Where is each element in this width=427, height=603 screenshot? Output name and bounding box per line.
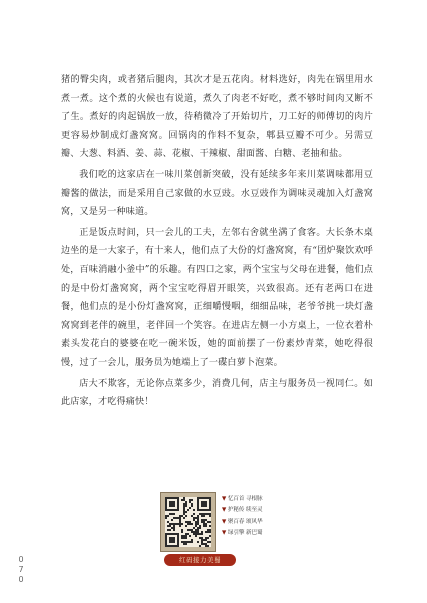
page-digit: 0 xyxy=(18,575,24,584)
qr-caption-text: 护秘传 续至灵 xyxy=(227,507,263,514)
qr-caption-row xyxy=(222,505,297,516)
page-number xyxy=(16,555,26,585)
page-digit: 0 xyxy=(18,555,24,564)
qr-caption-list xyxy=(222,494,297,539)
qr-caption-row xyxy=(222,517,297,528)
qr-promo-block xyxy=(160,492,297,568)
qr-code-icon[interactable] xyxy=(160,492,216,552)
paragraph: 店大不欺客，无论你点菜多少，消费几何，店主与服务员一视同仁。如此店家，才吃得痛快！ xyxy=(61,378,373,408)
qr-caption-row xyxy=(222,494,297,505)
qr-caption-text: 忆百首 寻根脉 xyxy=(227,496,263,502)
qr-caption-row xyxy=(222,528,297,539)
paragraph: 我们吃的这家店在一味川菜创新突破，没有延续多年来川菜调味都用豆瓣酱的做法，而是采用自己家做的水豆豉。水豆豉作为调味灵魂加入灯盏窝窝，又是另一种味道。 xyxy=(61,169,373,218)
bullet-icon: ▼ xyxy=(222,496,227,502)
paragraph: 猪的臀尖肉，或者猪后腿肉，其次才是五花肉。材料选好，肉先在锅里用水煮一煮。这个煮的火候也有说道，煮久了肉老不好吃，煮不够时间肉又断不了生。煮好的肉起锅放一放，待稍微冷了开始切片，刀工好的师傅切的肉片更容易炒制成灯盏窝窝。回锅肉的作料不复杂，郫县豆瓣不可少。另需豆瓣、大葱、料酒、姜、蒜、花椒、干辣椒、甜面酱、白糖、老抽和盐。 xyxy=(61,75,373,160)
qr-code-graphic xyxy=(165,497,211,547)
qr-caption-text: 绿引擎 新巴蜀 xyxy=(227,529,263,536)
bullet-icon: ▼ xyxy=(222,529,227,536)
seal-banner: 红码接力美蜀 xyxy=(164,554,236,566)
bullet-icon: ▼ xyxy=(222,518,227,525)
qr-caption-text: 聚百春 颂风华 xyxy=(227,518,263,525)
paragraph: 正是饭点时间，只一会儿的工夫，左邻右舍就坐满了食客。大长条木桌边坐的是一大家子，有十来人，他们点了大份的灯盏窝窝，有“团炉聚饮欢呼处，百味消融小釜中”的乐趣。有四口之家，两个宝宝与父母在进餐，他们点的是中份灯盏窝窝，两个宝宝吃得眉开眼笑，兴致很高。还有老两口在进餐，他们点的是小份灯盏窝窝，正细嚼慢咽，细细品味，老爷爷挑一块灯盏窝窝到老伴的碗里，老伴回一个笑容。在进店左侧一小方桌上，一位衣着朴素头发花白的婆婆在吃一碗米饭，她的面前摆了一份素炒青菜，她吃得很慢，过了一会儿，服务员为她端上了一碟白萝卜泡菜。 xyxy=(61,227,373,368)
bullet-icon: ▼ xyxy=(222,507,227,514)
page-digit: 7 xyxy=(18,565,24,574)
article-body xyxy=(61,71,373,414)
